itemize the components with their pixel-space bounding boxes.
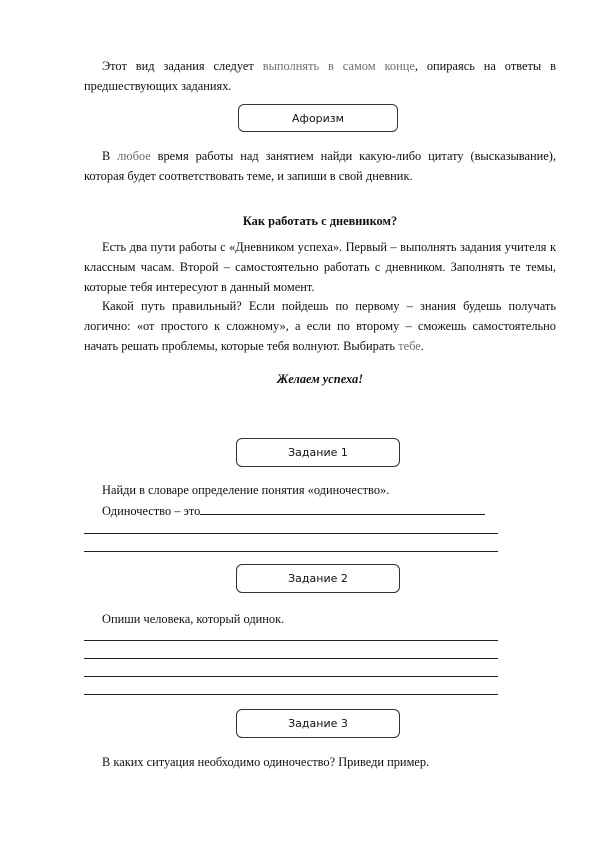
task3-title: Задание 3 [288,717,348,730]
task1-title: Задание 1 [288,446,348,459]
aphorism-text-2: время работы над занятием найди какую-либо цитату (высказывание), которая будет соответствовать теме, и запиши в свой дневник. [84,149,556,183]
task1-answer-line-3[interactable] [84,551,498,552]
task3-prompt: В каких ситуация необходимо одиночество? Приведи пример. [102,755,430,769]
aphorism-paragraph [84,146,556,186]
diary-paragraph-2-highlight: тебе [398,339,421,353]
intro-text-2: , опираясь на ответы в предшествующих заданиях. [84,59,557,93]
task2-prompt: Опиши человека, который одинок. [102,612,285,626]
task2-answer-line-4[interactable] [84,694,498,695]
diary-heading: Как работать с дневником? [242,214,398,228]
task2-answer-line-2[interactable] [84,658,498,659]
diary-paragraph-2-text: Какой путь правильный? Если пойдешь по первому – знания будешь получать логично: «от простого к сложному», а если по второму – сможешь самостоятельно начать решать проблемы, которые тебя волнуют. Выбирать [84,299,556,353]
task3-box [236,709,400,738]
aphorism-text-1: В [102,149,118,163]
task1-answer-line[interactable] [200,502,485,515]
task2-answer-line-1[interactable] [84,640,498,641]
wish-text: Желаем успеха! [276,372,364,386]
intro-paragraph [84,56,556,96]
aphorism-box [238,104,398,132]
task1-answer-line-2[interactable] [84,533,498,534]
task1-lead: Одиночество – это [102,504,201,518]
diary-paragraph-2-end: . [420,339,424,353]
intro-text-1: Этот вид задания следует [102,59,263,73]
diary-paragraph-1: Есть два пути работы с «Дневником успеха». Первый – выполнять задания учителя к классным часам. Второй – самостоятельно работать с дневником. Заполнять те темы, которые тебя интересуют в данный момент. [84,240,556,294]
task2-box [236,564,400,593]
task2-title: Задание 2 [288,572,348,585]
aphorism-text-highlight: любое [117,149,151,163]
task1-box [236,438,400,467]
aphorism-box-label: Афоризм [292,111,344,125]
diary-paragraph-2 [84,296,556,356]
task1-prompt: Найди в словаре определение понятия «одиночество». [102,483,390,497]
task2-answer-line-3[interactable] [84,676,498,677]
task1-lead-row [84,501,556,521]
intro-text-highlight: выполнять в самом конце [262,59,415,73]
